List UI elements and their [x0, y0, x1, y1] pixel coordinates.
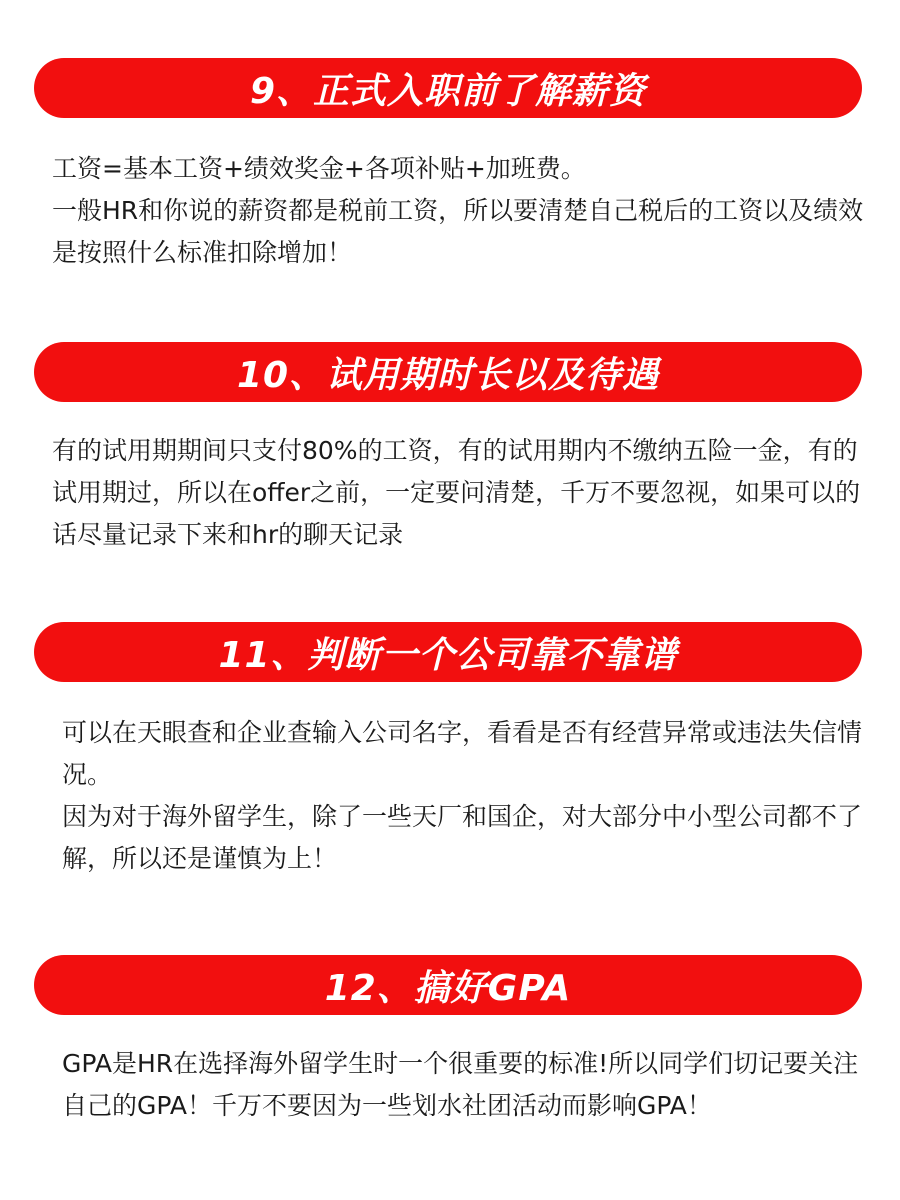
section-10-title: 10、试用期时长以及待遇 [236, 354, 660, 396]
section-9-body [52, 148, 867, 274]
section-11-title: 11、判断一个公司靠不靠谱 [218, 634, 678, 676]
section-10-banner [34, 342, 862, 402]
section-12-title: 12、搞好GPA [324, 967, 572, 1009]
section-12-banner [34, 955, 862, 1015]
section-11-line-1: 可以在天眼查和企业查输入公司名字，看看是否有经营异常或违法失信情况。 [62, 718, 863, 789]
section-11-line-2: 因为对于海外留学生，除了一些天厂和国企，对大部分中小型公司都不了解，所以还是谨慎为上！ [62, 802, 863, 873]
section-12-line-1: GPA是HR在选择海外留学生时一个很重要的标准!所以同学们切记要关注自己的GPA！千万不要因为一些划水社团活动而影响GPA！ [62, 1049, 859, 1120]
section-11-banner [34, 622, 862, 682]
section-10-line-1: 有的试用期期间只支付80%的工资，有的试用期内不缴纳五险一金，有的试用期过，所以在offer之前，一定要问清楚，千万不要忽视，如果可以的话尽量记录下来和hr的聊天记录 [52, 436, 861, 549]
section-9-banner [34, 58, 862, 118]
section-9-title: 9、正式入职前了解薪资 [249, 70, 647, 112]
section-12-body [62, 1043, 867, 1127]
section-10-body [52, 430, 867, 556]
section-9-line-1: 工资=基本工资+绩效奖金+各项补贴+加班费。 [52, 154, 586, 183]
section-11-body [62, 712, 867, 880]
section-9-line-2: 一般HR和你说的薪资都是税前工资，所以要清楚自己税后的工资以及绩效是按照什么标准扣除增加！ [52, 196, 864, 267]
